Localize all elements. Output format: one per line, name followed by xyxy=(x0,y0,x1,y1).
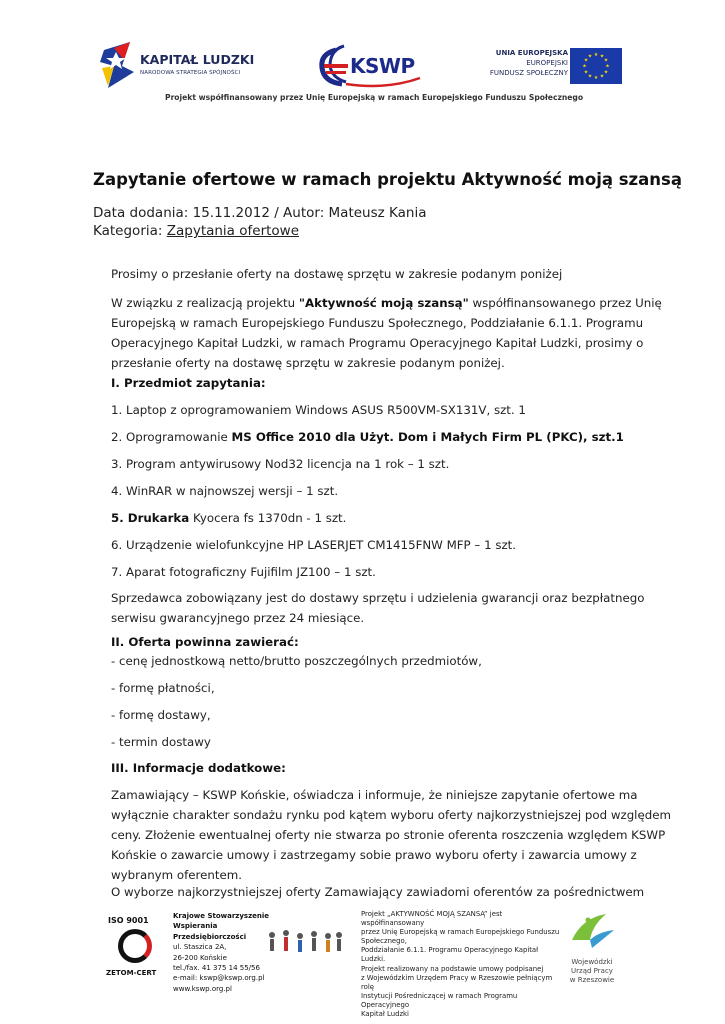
eu-line-2: EUROPEJSKI xyxy=(526,59,568,67)
info-line-1: Zamawiający – KSWP Końskie, oświadcza i informuje, że niniejsze zapytanie ofertowe ma xyxy=(111,788,638,802)
section-heading-2 xyxy=(111,632,616,652)
proj-line-5: Projekt realizowany na podstawie umowy podpisanej xyxy=(361,964,544,973)
proj-line-6: z Wojewódzkim Urzędem Pracy w Rzeszowie pełniącym rolę xyxy=(361,973,553,991)
svg-text:★: ★ xyxy=(599,73,605,80)
kswp-logo-text: KSWP xyxy=(350,54,415,78)
intro-text: Prosimy o przesłanie oferty na dostawę sprzętu w zakresie podanym poniżej xyxy=(111,267,563,281)
org-line-1: Krajowe Stowarzyszenie xyxy=(173,912,270,920)
eu-line-3: FUNDUSZ SPOŁECZNY xyxy=(489,69,568,77)
offer-item: - termin dostawy xyxy=(111,735,211,749)
info-line-4: Końskie o zawarcie umowy i zastrzegamy sobie prawo wyboru oferty i zawarcia umowy z xyxy=(111,848,637,862)
category-link[interactable]: Zapytania ofertowe xyxy=(166,223,300,239)
list-item: 6. Urządzenie wielofunkcyjne HP LASERJET CM1415FNW MFP – 1 szt. xyxy=(111,538,517,552)
wup-rzeszow-logo xyxy=(562,910,622,990)
list-item xyxy=(111,427,624,447)
eu-flag-icon xyxy=(570,48,622,84)
svg-text:★: ★ xyxy=(599,53,605,60)
offer-item: - formę dostawy, xyxy=(111,708,211,722)
proj-line-7: Instytucji Pośredniczącej w ramach Programu Operacyjnego xyxy=(361,991,518,1009)
proj-line-8: Kapitał Ludzki xyxy=(361,1010,409,1019)
addr-line-2: 26-200 Końskie xyxy=(173,953,227,962)
info-line-2: wyłącznie charakter sondażu rynku pod kątem wyboru oferty najkorzystniejszej pod względem xyxy=(111,808,671,822)
item2-prefix: 2. Oprogramowanie xyxy=(111,430,232,444)
org-address xyxy=(173,911,269,994)
proj-line-1: Projekt „AKTYWNOŚĆ MOJĄ SZANSĄ” jest współfinansowany xyxy=(361,910,503,928)
list-item: 3. Program antywirusowy Nod32 licencja na 1 rok – 1 szt. xyxy=(111,457,450,471)
addr-line-5: www.kswp.org.pl xyxy=(173,984,232,993)
kapital-ludzki-logo xyxy=(100,40,270,90)
svg-text:★: ★ xyxy=(587,73,593,80)
addr-line-1: ul. Staszica 2A, xyxy=(173,943,227,952)
section-heading-2-text: II. Oferta powinna zawierać: xyxy=(111,635,299,649)
offer-item: - formę płatności, xyxy=(111,681,215,695)
list-item: 4. WinRAR w najnowszej wersji – 1 szt. xyxy=(111,484,339,498)
section-heading-1-text: I. Przedmiot zapytania: xyxy=(111,376,266,390)
project-info xyxy=(361,910,561,1019)
kapital-ludzki-emblem-icon xyxy=(100,42,136,88)
org-line-3: Przedsiębiorczości xyxy=(173,932,247,941)
iso-cert-logo xyxy=(106,913,166,991)
wup-text xyxy=(562,958,622,985)
warranty-line-1: Sprzedawca zobowiązany jest do dostawy sprzętu i udzielenia gwarancji oraz bezpłatnego xyxy=(111,591,645,605)
section-heading-1 xyxy=(111,373,616,393)
kswp-logo xyxy=(316,44,426,90)
svg-text:★: ★ xyxy=(583,69,589,76)
svg-text:★: ★ xyxy=(605,63,610,70)
kapital-ludzki-title: KAPITAŁ LUDZKI xyxy=(140,52,255,67)
list-item: 7. Aparat fotograficzny Fujifilm JZ100 – 1 szt. xyxy=(111,565,376,579)
eu-line-1: UNIA EUROPEJSKA xyxy=(495,49,568,57)
last-line: O wyborze najkorzystniejszej oferty Zamawiający zawiadomi oferentów za pośrednictwem xyxy=(111,885,645,899)
list-item xyxy=(111,508,616,528)
section-heading-3 xyxy=(111,758,616,778)
list-item: 1. Laptop z oprogramowaniem Windows ASUS R500VM-SX131V, szt. 1 xyxy=(111,403,526,417)
kids-figures-icon xyxy=(266,927,344,965)
org-line-2: Wspierania xyxy=(173,922,218,931)
article-meta: Data dodania: 15.11.2012 / Autor: Mateusz Kania xyxy=(93,205,427,221)
wup-bird-icon xyxy=(562,910,622,956)
proj-line-4: Poddziałanie 6.1.1. Programu Operacyjnego Kapitał Ludzki. xyxy=(361,946,539,964)
kapital-ludzki-subtitle: NARODOWA STRATEGIA SPÓJNOŚCI xyxy=(140,70,241,76)
info-paragraph xyxy=(111,785,671,885)
para-tail: współfinansowanego przez Unię xyxy=(468,296,662,310)
eu-logo xyxy=(478,48,628,88)
info-line-5: wybranym oferentem. xyxy=(111,868,242,882)
children-illustration xyxy=(266,927,344,965)
svg-text:★: ★ xyxy=(603,57,609,64)
eu-stars-icon xyxy=(570,48,622,84)
wup-line-1: Wojewódzki xyxy=(571,958,613,966)
svg-text:★: ★ xyxy=(582,63,587,70)
iso-caption: ZETOM-CERT xyxy=(106,969,157,977)
warranty-paragraph xyxy=(111,588,645,628)
cofinancing-tagline: Projekt współfinansowany przez Unię Europejską w ramach Europejskiego Funduszu Społecznego xyxy=(165,93,584,102)
item5-bold: 5. Drukarka xyxy=(111,511,190,525)
svg-text:★: ★ xyxy=(603,69,609,76)
category-label: Kategoria: xyxy=(93,223,167,239)
para-line-4: przesłanie oferty na dostawę sprzętu w zakresie podanym poniżej. xyxy=(111,356,505,370)
eu-text xyxy=(490,48,568,78)
info-line-3: ceny. Złożenie ewentualnej oferty nie stwarza po stronie oferenta roszczenia względem KSWP xyxy=(111,828,666,842)
item5-rest: Kyocera fs 1370dn - 1 szt. xyxy=(189,511,347,525)
proj-line-2: przez Unię Europejską w ramach Europejskiego Funduszu xyxy=(361,928,560,937)
item2-bold: MS Office 2010 dla Użyt. Dom i Małych Firm PL (PKC), szt.1 xyxy=(231,430,624,444)
project-paragraph xyxy=(111,293,662,373)
iso-label: ISO 9001 xyxy=(108,916,149,925)
wup-line-2: Urząd Pracy xyxy=(571,967,613,975)
iso-ring-icon xyxy=(118,929,152,963)
section-heading-3-text: III. Informacje dodatkowe: xyxy=(111,761,286,775)
svg-text:★: ★ xyxy=(587,53,593,60)
para-line-3: Operacyjnego Kapitał Ludzki, w ramach Programu Operacyjnego Kapitał Ludzki, prosimy o xyxy=(111,336,644,350)
para-line-2: Europejską w ramach Europejskiego Funduszu Społecznego, Poddziałanie 6.1.1. Programu xyxy=(111,316,644,330)
offer-item: - cenę jednostkową netto/brutto poszczególnych przedmiotów, xyxy=(111,654,482,668)
svg-text:★: ★ xyxy=(583,57,589,64)
para-prefix: W związku z realizacją projektu xyxy=(111,296,299,310)
project-name: "Aktywność moją szansą" xyxy=(298,296,469,310)
addr-line-4: e-mail: kswp@kswp.org.pl xyxy=(173,974,265,983)
svg-text:★: ★ xyxy=(593,52,599,58)
article-category xyxy=(93,223,299,239)
warranty-line-2: serwisu gwarancyjnego przez 24 miesiące. xyxy=(111,611,365,625)
page-title: Zapytanie ofertowe w ramach projektu Aktywność moją szansą xyxy=(93,170,682,189)
proj-line-3: Społecznego, xyxy=(361,937,407,946)
svg-text:★: ★ xyxy=(593,75,599,81)
addr-line-3: tel./fax. 41 375 14 55/56 xyxy=(173,964,260,973)
wup-line-3: w Rzeszowie xyxy=(569,976,615,984)
